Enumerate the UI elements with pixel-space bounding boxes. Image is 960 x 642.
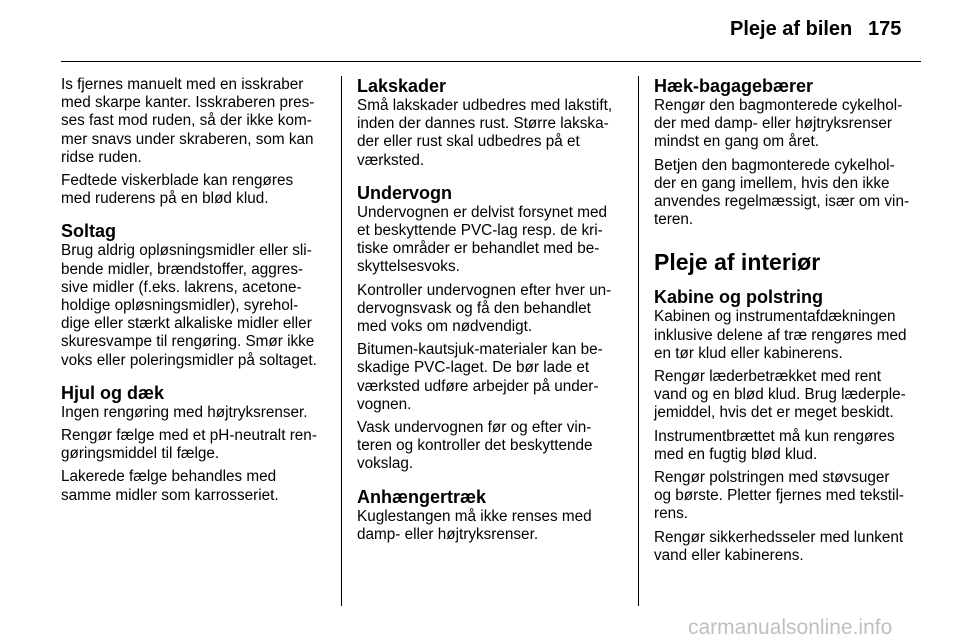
header-divider — [61, 61, 921, 62]
paragraph: Betjen den bagmonterede cykelhol- der en gang imellem, hvis den ikke anvendes regelmæssigt, især om vin- teren. — [654, 156, 910, 229]
paragraph: Brug aldrig opløsningsmidler eller sli- bende midler, brændstoffer, aggres- sive midler (f.eks. lakrens, acetone- holdige opløsningsmidler), syrehol- dige eller stærkt alkaliske midler eller skuresvampe til rengøring. Smør ikke voks eller poleringsmidler på soltaget. — [61, 242, 317, 369]
paragraph: Rengør læderbetrækket med rent vand og en blød klud. Brug læderple- jemiddel, hvis det er meget beskidt. — [654, 368, 906, 422]
paragraph: Kontroller undervognen efter hver un- dervognsvask og få den behandlet med voks om nødvendigt. — [357, 281, 612, 336]
watermark: carmanualsonline.info — [688, 616, 893, 639]
column-left — [61, 76, 333, 510]
paragraph: Rengør den bagmonterede cykelhol- der med damp- eller højtryksrenser mindst en gang om året. — [654, 97, 903, 151]
paragraph: Rengør fælge med et pH-neutralt ren- gøringsmiddel til fælge. — [61, 427, 317, 463]
column-middle — [357, 76, 625, 549]
section-heading-lakskader: Lakskader — [357, 76, 447, 96]
column-divider — [341, 76, 342, 606]
paragraph: Vask undervognen før og efter vin- teren og kontroller det beskyttende vokslag. — [357, 419, 593, 473]
paragraph: Instrumentbrættet må kun rengøres med en fugtig blød klud. — [654, 427, 895, 463]
paragraph: Ingen rengøring med højtryksrenser. — [61, 403, 308, 421]
section-heading-anhaengertraek: Anhængertræk — [357, 486, 487, 507]
paragraph: Små lakskader udbedres med lakstift, inden der dannes rust. Større lakska- der eller rust skal udbedres på et værksted. — [357, 97, 613, 169]
chapter-heading-interior: Pleje af interiør — [654, 249, 821, 276]
page-header — [0, 0, 960, 62]
section-heading-hjul: Hjul og dæk — [61, 382, 164, 403]
paragraph: Rengør sikkerhedsseler med lunkent vand eller kabinerens. — [654, 528, 904, 564]
section-heading-undervogn: Undervogn — [357, 182, 453, 203]
paragraph: Kabinen og instrumentafdækningen inklusive delene af træ rengøres med en tør klud eller kabinerens. — [654, 308, 907, 362]
column-divider — [638, 76, 639, 606]
section-heading-kabine: Kabine og polstring — [654, 287, 823, 308]
section-heading-haek-bagagebaerer: Hæk-bagagebærer — [654, 76, 814, 96]
paragraph: Kuglestangen må ikke renses med damp- eller højtryksrenser. — [357, 507, 592, 543]
column-right — [654, 76, 924, 570]
paragraph: Lakerede fælge behandles med samme midler som karrosseriet. — [61, 468, 279, 504]
paragraph: Undervognen er delvist forsynet med et beskyttende PVC-lag resp. de kri- tiske områder er behandlet med be- skyttelsesvoks. — [357, 203, 607, 276]
page-number: 175 — [868, 18, 902, 40]
page-title: Pleje af bilen — [730, 18, 853, 40]
paragraph: Fedtede viskerblade kan rengøres med ruderens på en blød klud. — [61, 172, 294, 208]
paragraph: Rengør polstringen med støvsuger og børste. Pletter fjernes med tekstil- rens. — [654, 469, 904, 523]
paragraph: Bitumen-kautsjuk-materialer kan be- skadige PVC-laget. De bør lade et værksted udføre arbejder på under- vognen. — [357, 341, 603, 413]
section-heading-soltag: Soltag — [61, 221, 117, 242]
paragraph: Is fjernes manuelt med en isskraber med skarpe kanter. Isskraberen pres- ses fast mod ruden, så der ikke kom- mer snavs under skraberen, som kan ridse ruden. — [61, 76, 315, 166]
